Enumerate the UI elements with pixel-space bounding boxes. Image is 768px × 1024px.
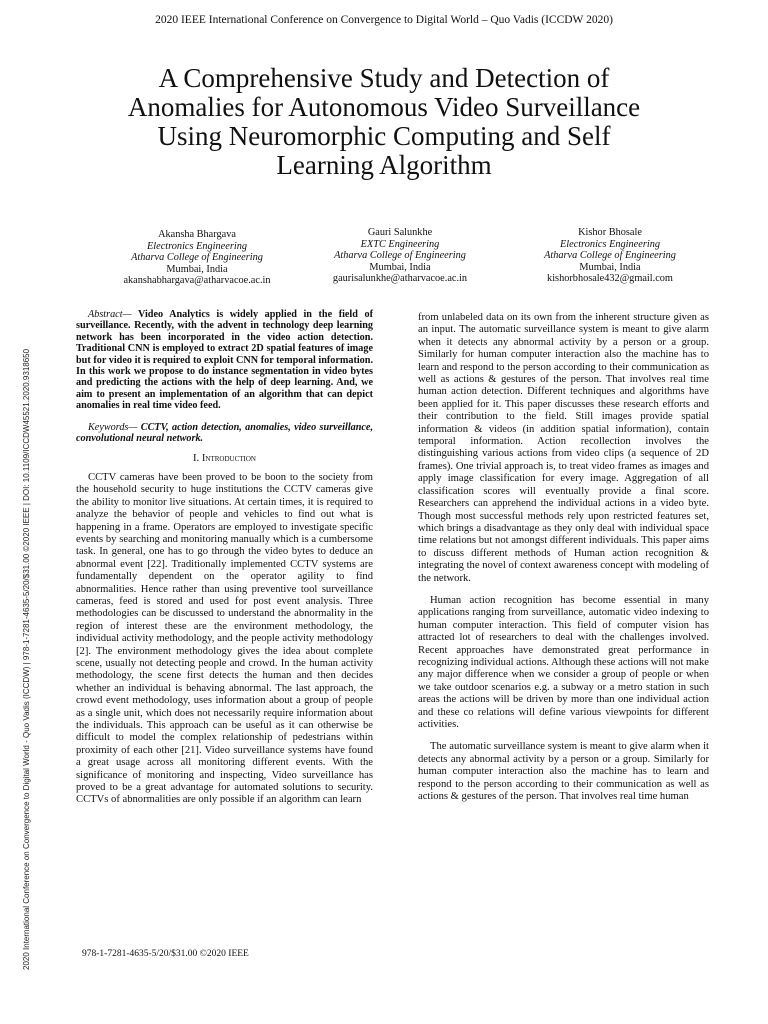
body-paragraph: The automatic surveillance system is meant to give alarm when it detects any abnormal activity by a person or a group. Similarly for human computer interaction also the machine has to learn and respond to the person according to their communication as well as actions & gestures of the person. That involves real time human bbox=[418, 741, 709, 803]
title-line: Learning Algorithm bbox=[276, 150, 492, 180]
abstract bbox=[76, 309, 373, 412]
author-department: Electronics Engineering bbox=[147, 240, 247, 252]
paper-title bbox=[60, 64, 708, 180]
author-city: Mumbai, India bbox=[166, 263, 228, 275]
author-college: Atharva College of Engineering bbox=[544, 250, 676, 262]
author-city: Mumbai, India bbox=[369, 261, 431, 273]
title-line: Anomalies for Autonomous Video Surveillance bbox=[127, 92, 641, 122]
keywords-label: Keywords— bbox=[88, 421, 138, 433]
author-email[interactable]: gaurisalunkhe@atharvacoe.ac.in bbox=[332, 273, 468, 285]
author-block-3 bbox=[510, 227, 710, 285]
section-heading bbox=[76, 453, 373, 465]
conference-header: 2020 IEEE International Conference on Convergence to Digital World – Quo Vadis (ICCDW 2020) bbox=[155, 14, 613, 26]
author-name: Gauri Salunkhe bbox=[367, 227, 433, 238]
author-email[interactable]: kishorbhosale432@gmail.com bbox=[547, 273, 673, 285]
author-department: Electronics Engineering bbox=[560, 238, 660, 250]
author-email[interactable]: akanshabhargava@atharvacoe.ac.in bbox=[123, 275, 271, 287]
abstract-text: Video Analytics is widely applied in the field of surveillance. Recently, with the advent in technology deep learning network has been incorporated in the video action detection. Traditional CNN is employed to extract 2D spatial features of image but for video it is required to exploit CNN for temporal information. In this work we propose to do instance segmentation in video bytes and predicting the actions with the help of deep learning. And, we aim to present an implementation of an algorithm that can depict anomalies in real time video feed. bbox=[76, 309, 373, 412]
keywords bbox=[76, 422, 373, 445]
side-citation-text: 2020 International Conference on Convergence to Digital World - Quo Vadis (ICCDW) | 978-1-7281-4635-5/20/$31.00 ©2020 IEEE | DOI: 10.1109/ICCDW45521.2020.9318650 bbox=[22, 348, 31, 970]
left-column bbox=[76, 309, 373, 807]
author-name: Kishor Bhosale bbox=[578, 227, 642, 238]
body-paragraph: from unlabeled data on its own from the inherent structure given as an input. The automatic surveillance system is meant to give alarm when it detects any abnormal activity by a person or a group. Similarly for human computer interaction also the machine has to learn and respond to the person according to their communication as well as actions & gestures of the person. That involves real time human action detection. Different techniques and algorithms have been applied for it. This paper discusses these research efforts and their contribution to the field. Still images provide spatial information & videos (in addition spatial information), contain temporal information. Action recollection involves the distinguishing various actions from video clips (a sequence of 2D frames). One trivial approach is, to treat video frames as images and apply image classification for every image. Aggregation of all classification scores will eventually provide a final score. Researchers can apprehend the individual actions in a video byte. Though most successful methods rely upon restricted features set, which brings a disadvantage as they only deal with individual space time relations but not amongst different individuals. This paper aims to discuss different methods of Human action recognition & integrating the novel of context awareness concept with modeling of the network. bbox=[418, 312, 709, 584]
section-title: Introduction bbox=[201, 453, 256, 465]
author-block-2 bbox=[300, 227, 500, 285]
section-number: I. bbox=[193, 453, 200, 465]
intro-paragraph: CCTV cameras have been proved to be boon to the society from the household security to huge institutions the CCTV cameras give the ability to monitor live situations. At certain times, it is required to analyze the behavior of people and vehicles to find out what is happening in a frame. Operators are employed to investigate specific events by searching and monitoring manually which is a cumbersome task. In general, one has to go through the video bytes to deduce an abnormal event [22]. Traditionally implemented CCTV systems are fundamentally dependent on the operator agility to find abnormalities. Hence rather than using preventive tool surveillance cameras, feed is stored and used for post event analysis. Three methodologies can be discussed to understand the abnormality in the region of interest these are the environment methodology, the individual activity methodology, and the people activity methodology [2]. The environment methodology gives the idea about complete scene, usually not detecting people and crowd. In the human activity methodology, the scene first detects the human and then decides whether an individual is behaving abnormal. The last approach, the crowd event methodology, uses information about a group of people as a single unit, which does not necessarily require information about the individuals. This approach can be useful as it can otherwise be difficult to model the complex relationship of pedestrians within proximity of each other [21]. Video surveillance systems have found a great usage across all monitoring different events. With the significance of monitoring and inspecting, Video surveillance has proved to be a great advantage for automated solutions to security. CCTVs of abnormalities are only possible if an algorithm can learn bbox=[76, 471, 373, 806]
keywords-text: CCTV, action detection, anomalies, video surveillance, convolutional neural network. bbox=[76, 421, 373, 445]
right-column bbox=[418, 312, 709, 803]
title-line: A Comprehensive Study and Detection of bbox=[158, 63, 610, 93]
side-citation bbox=[12, 250, 32, 970]
author-department: EXTC Engineering bbox=[360, 238, 440, 250]
title-line: Using Neuromorphic Computing and Self bbox=[157, 121, 611, 151]
author-city: Mumbai, India bbox=[579, 261, 641, 273]
author-name: Akansha Bhargava bbox=[158, 229, 236, 240]
author-college: Atharva College of Engineering bbox=[131, 252, 263, 264]
author-college: Atharva College of Engineering bbox=[334, 250, 466, 262]
abstract-label: Abstract— bbox=[88, 309, 132, 320]
author-block-1 bbox=[92, 229, 302, 287]
copyright-footer: 978-1-7281-4635-5/20/$31.00 ©2020 IEEE bbox=[82, 949, 249, 959]
body-paragraph: Human action recognition has become essential in many applications ranging from surveillance, automatic video indexing to human computer interaction. This field of computer vision has attracted lot of researchers to deal with the challenges involved. Recent approaches have demonstrated great performance in recognizing individual actions. Although these actions will not make any major difference when we consider a group of people or when we take outdoor scenarios e.g. a subway or a metro station in such areas the actions will be driven by more than one individual action and these co relations will define various viewpoints for different activities. bbox=[418, 594, 709, 730]
